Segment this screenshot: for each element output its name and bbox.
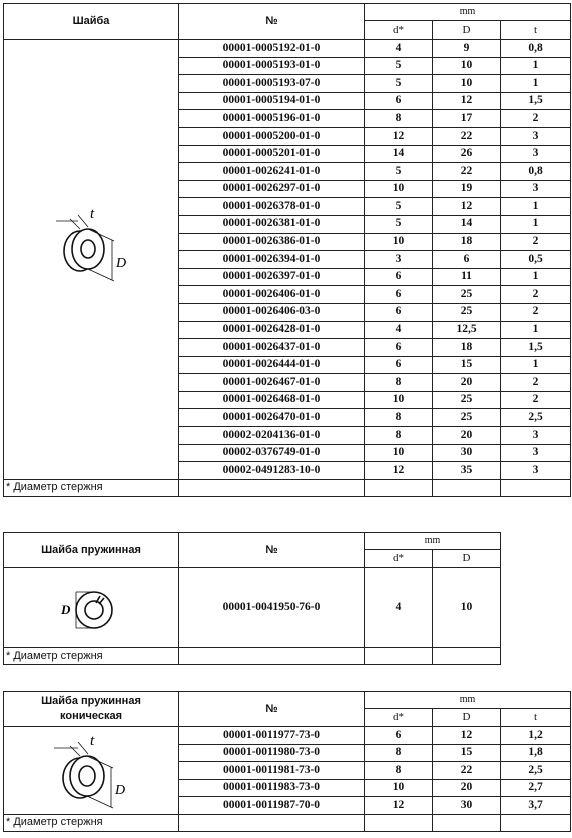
- footnote: * Диаметр стержня: [4, 479, 179, 496]
- part-number: 00001-0026437-01-0: [179, 339, 365, 357]
- D-value: 17: [433, 110, 501, 128]
- title-line-1: Шайба пружинная: [41, 695, 141, 708]
- d-value: 6: [365, 286, 433, 304]
- D-value: 20: [433, 374, 501, 392]
- part-number: 00001-0026381-01-0: [179, 215, 365, 233]
- t-value: 1: [501, 57, 571, 75]
- D-value: 22: [433, 163, 501, 181]
- part-number: 00001-0011981-73-0: [179, 762, 365, 780]
- D-value: 30: [433, 444, 501, 462]
- D-value: 35: [433, 462, 501, 480]
- t-value: 2,5: [501, 762, 571, 780]
- D-label: D: [61, 601, 71, 617]
- D-value: 22: [433, 762, 501, 780]
- part-number: 00001-0011987-70-0: [179, 797, 365, 815]
- number-header: №: [179, 533, 365, 568]
- D-value: 25: [433, 391, 501, 409]
- empty-cell: [433, 479, 501, 496]
- table-row-number: 00001-0041950-76-0: [179, 568, 365, 648]
- conical-washer-drawing: [50, 732, 130, 812]
- col-t-header: t: [501, 709, 571, 727]
- t-value: 1: [501, 268, 571, 286]
- t-value: 2: [501, 303, 571, 321]
- part-number: 00001-0026386-01-0: [179, 233, 365, 251]
- t-value: 2: [501, 374, 571, 392]
- part-number: 00001-0026470-01-0: [179, 409, 365, 427]
- col-D-header: D: [433, 21, 501, 40]
- part-number: 00001-0005194-01-0: [179, 92, 365, 110]
- part-number: 00002-0491283-10-0: [179, 462, 365, 480]
- D-value: 15: [433, 744, 501, 762]
- footnote: * Диаметр стержня: [4, 814, 179, 831]
- part-number: 00001-0026444-01-0: [179, 356, 365, 374]
- col-t-header: t: [501, 21, 571, 40]
- t-value: 3: [501, 427, 571, 445]
- spring-washer-drawing: [56, 578, 126, 638]
- table-row-D: 10: [433, 568, 501, 648]
- D-label: D: [116, 256, 127, 271]
- d-value: 6: [365, 92, 433, 110]
- D-value: 6: [433, 251, 501, 269]
- D-value: 15: [433, 356, 501, 374]
- d-value: 6: [365, 303, 433, 321]
- part-number: 00001-0026378-01-0: [179, 198, 365, 216]
- part-number: 00001-0011983-73-0: [179, 779, 365, 797]
- part-number: 00001-0026394-01-0: [179, 251, 365, 269]
- D-value: 11: [433, 268, 501, 286]
- d-value: 10: [365, 233, 433, 251]
- d-value: 5: [365, 198, 433, 216]
- part-number: 00001-0026467-01-0: [179, 374, 365, 392]
- empty-cell: [433, 648, 501, 665]
- D-value: 19: [433, 180, 501, 198]
- unit-header: mm: [365, 692, 571, 709]
- d-value: 4: [365, 40, 433, 58]
- washer-drawing: [52, 207, 132, 285]
- t-value: 2: [501, 391, 571, 409]
- t-value: 2: [501, 233, 571, 251]
- table-row: [4, 40, 571, 58]
- t-value: 1: [501, 215, 571, 233]
- conical-washer-title: [4, 692, 179, 727]
- empty-cell: [501, 533, 571, 568]
- D-value: 25: [433, 286, 501, 304]
- d-value: 12: [365, 462, 433, 480]
- d-value: 8: [365, 427, 433, 445]
- empty-cell: [365, 814, 433, 831]
- d-value: 3: [365, 251, 433, 269]
- empty-cell: [501, 568, 571, 648]
- d-value: 4: [365, 321, 433, 339]
- part-number: 00001-0011977-73-0: [179, 727, 365, 745]
- col-D-header: D: [433, 550, 501, 568]
- part-number: 00002-0376749-01-0: [179, 444, 365, 462]
- d-value: 8: [365, 374, 433, 392]
- title-line-2: коническая: [59, 710, 122, 722]
- d-value: 8: [365, 409, 433, 427]
- part-number: 00001-0011980-73-0: [179, 744, 365, 762]
- col-d-header: d*: [365, 550, 433, 568]
- D-value: 26: [433, 145, 501, 163]
- part-number: 00001-0026468-01-0: [179, 391, 365, 409]
- t-value: 2,7: [501, 779, 571, 797]
- empty-cell: [501, 648, 571, 665]
- part-number: 00001-0026397-01-0: [179, 268, 365, 286]
- empty-cell: [501, 479, 571, 496]
- t-value: 1,5: [501, 339, 571, 357]
- unit-header: mm: [365, 4, 571, 21]
- t-value: 1: [501, 198, 571, 216]
- d-value: 6: [365, 356, 433, 374]
- t-value: 1: [501, 75, 571, 93]
- D-value: 20: [433, 779, 501, 797]
- part-number: 00001-0026297-01-0: [179, 180, 365, 198]
- d-value: 5: [365, 215, 433, 233]
- empty-cell: [365, 648, 433, 665]
- d-value: 8: [365, 110, 433, 128]
- D-value: 12: [433, 198, 501, 216]
- col-d-header: d*: [365, 709, 433, 727]
- d-value: 10: [365, 391, 433, 409]
- D-value: 22: [433, 127, 501, 145]
- number-header: №: [179, 4, 365, 40]
- d-value: 10: [365, 444, 433, 462]
- col-d-header: d*: [365, 21, 433, 40]
- number-header: №: [179, 692, 365, 727]
- t-value: 3: [501, 444, 571, 462]
- t-value: 1,8: [501, 744, 571, 762]
- D-value: 18: [433, 233, 501, 251]
- d-value: 5: [365, 163, 433, 181]
- empty-cell: [179, 648, 365, 665]
- t-value: 3,7: [501, 797, 571, 815]
- part-number: 00001-0026241-01-0: [179, 163, 365, 181]
- D-value: 20: [433, 427, 501, 445]
- t-value: 3: [501, 145, 571, 163]
- spring-washer-image-cell: [4, 568, 179, 648]
- t-value: 2,5: [501, 409, 571, 427]
- d-value: 10: [365, 779, 433, 797]
- D-value: 14: [433, 215, 501, 233]
- part-number: 00001-0005201-01-0: [179, 145, 365, 163]
- part-number: 00001-0005193-07-0: [179, 75, 365, 93]
- d-value: 6: [365, 727, 433, 745]
- d-value: 6: [365, 268, 433, 286]
- D-value: 25: [433, 409, 501, 427]
- part-number: 00001-0026428-01-0: [179, 321, 365, 339]
- t-value: 1: [501, 321, 571, 339]
- D-value: 12: [433, 727, 501, 745]
- footnote: * Диаметр стержня: [4, 648, 179, 665]
- D-value: 12,5: [433, 321, 501, 339]
- t-value: 2: [501, 286, 571, 304]
- d-value: 10: [365, 180, 433, 198]
- d-value: 14: [365, 145, 433, 163]
- D-value: 9: [433, 40, 501, 58]
- part-number: 00001-0026406-01-0: [179, 286, 365, 304]
- t-value: 0,8: [501, 163, 571, 181]
- t-label: t: [90, 207, 95, 222]
- spring-washer-title: Шайба пружинная: [4, 533, 179, 568]
- empty-cell: [501, 814, 571, 831]
- part-number: 00001-0005196-01-0: [179, 110, 365, 128]
- d-value: 8: [365, 762, 433, 780]
- t-value: 1: [501, 356, 571, 374]
- d-value: 6: [365, 339, 433, 357]
- part-number: 00001-0026406-03-0: [179, 303, 365, 321]
- part-number: 00002-0204136-01-0: [179, 427, 365, 445]
- D-value: 12: [433, 92, 501, 110]
- D-value: 18: [433, 339, 501, 357]
- spring-washer-table: [3, 532, 571, 665]
- D-value: 10: [433, 57, 501, 75]
- t-value: 0,5: [501, 251, 571, 269]
- col-D-header: D: [433, 709, 501, 727]
- t-value: 1,5: [501, 92, 571, 110]
- part-number: 00001-0005193-01-0: [179, 57, 365, 75]
- D-label: D: [115, 783, 126, 798]
- table-row-d: 4: [365, 568, 433, 648]
- D-value: 10: [433, 75, 501, 93]
- unit-header: mm: [365, 533, 501, 550]
- t-value: 3: [501, 127, 571, 145]
- empty-cell: [365, 479, 433, 496]
- part-number: 00001-0005200-01-0: [179, 127, 365, 145]
- t-value: 0,8: [501, 40, 571, 58]
- t-value: 1,2: [501, 727, 571, 745]
- d-value: 12: [365, 127, 433, 145]
- t-value: 3: [501, 180, 571, 198]
- d-value: 12: [365, 797, 433, 815]
- D-value: 30: [433, 797, 501, 815]
- t-value: 3: [501, 462, 571, 480]
- empty-cell: [433, 814, 501, 831]
- D-value: 25: [433, 303, 501, 321]
- part-number: 00001-0005192-01-0: [179, 40, 365, 58]
- d-value: 8: [365, 744, 433, 762]
- t-value: 2: [501, 110, 571, 128]
- d-value: 5: [365, 57, 433, 75]
- empty-cell: [179, 814, 365, 831]
- d-value: 5: [365, 75, 433, 93]
- washer-table-title: Шайба: [4, 4, 179, 40]
- t-label: t: [90, 733, 95, 749]
- empty-cell: [179, 479, 365, 496]
